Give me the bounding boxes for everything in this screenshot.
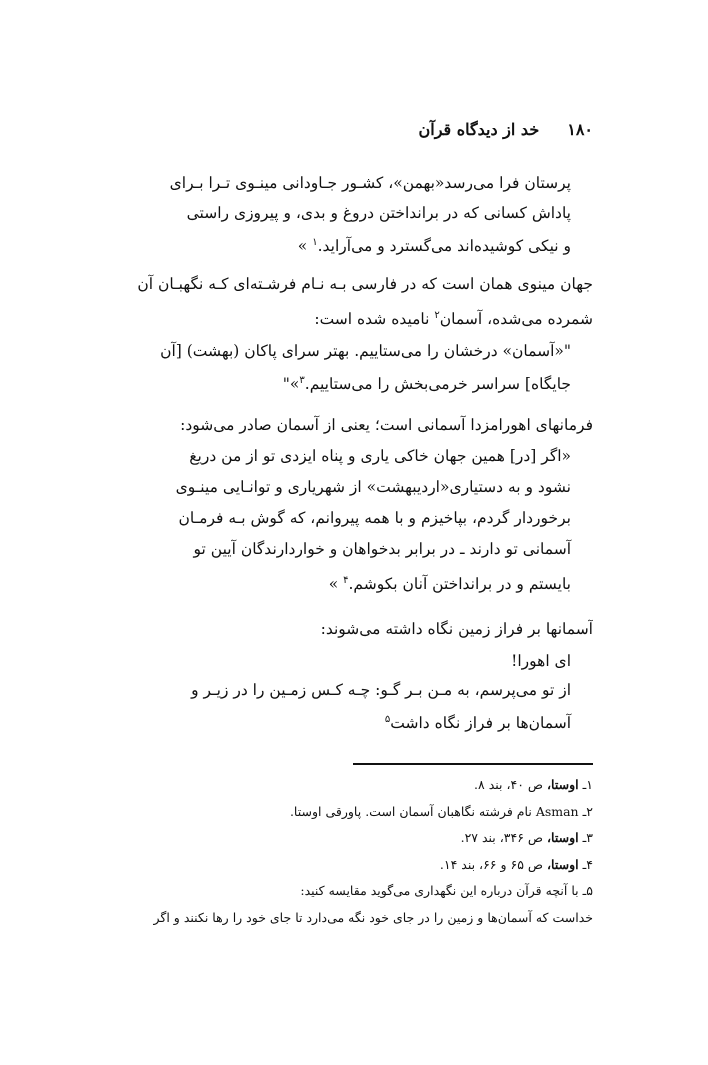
- footnote-ref: ۵: [384, 714, 391, 725]
- quote-ordibehesht: [113, 441, 593, 600]
- quote-line: "«آسمان» درخشان را می‌ستاییم. بهتر سرای پاکان (بهشت) [آن: [160, 342, 571, 360]
- quote-line: آسمانی تو دارند ـ در برابر بدخواهان و خواردارندگان آیین تو: [193, 540, 571, 558]
- footnote-text: ص ۶۵ و ۶۶، بند ۱۴.: [439, 856, 548, 872]
- footnote-ref: ۱: [312, 237, 318, 248]
- quote-line: «اگر [در] همین جهان خاکی یاری و پناه ایزدی تو از من دریغ: [189, 447, 571, 465]
- quote-asman: [113, 336, 593, 399]
- paragraph-asmanha: [113, 613, 593, 645]
- footnote-ref: ۳: [299, 375, 305, 386]
- quote-line: ای اهورا!: [511, 652, 571, 670]
- paragraph-line: جهان مینوی همان است که در فارسی بـه نـام فرشـته‌ای کـه نگهبـان آن: [137, 275, 593, 293]
- paragraph-farman: [113, 409, 593, 441]
- paragraph-line: آسمانها بر فراز زمین نگاه داشته می‌شوند:: [320, 620, 593, 638]
- footnote-number: ۱ـ: [582, 777, 593, 792]
- running-title: خد از دیدگاه قرآن: [418, 120, 540, 139]
- quote-line: [113, 228, 593, 261]
- quote-line: [113, 366, 593, 399]
- footnote-text: با آنچه قرآن درباره این نگهداری می‌گوید مقایسه کنید:: [300, 883, 579, 898]
- quote-bahman: [113, 168, 593, 261]
- footnote-item: [113, 878, 593, 905]
- footnote-item: [113, 852, 593, 879]
- footnote-item: [113, 772, 593, 799]
- quote-line-text: بایستم و در برانداختن آنان بکوشم.: [348, 575, 571, 594]
- quote-line: برخوردار گردم، بپاخیزم و با همه پیروانم، که گوش بـه فرمـان: [178, 509, 571, 527]
- closing-quote: »": [282, 375, 300, 394]
- paragraph-line: فرمانهای اهورامزدا آسمانی است؛ یعنی از آسمان صادر می‌شود:: [180, 416, 593, 434]
- closing-quote: »: [328, 575, 339, 594]
- quote-line: [113, 565, 593, 600]
- page-number: ۱۸۰: [567, 120, 593, 139]
- footnote-divider: [353, 763, 593, 765]
- quote-line: [113, 705, 593, 738]
- running-header: [113, 120, 593, 139]
- paragraph-line-text: شمرده می‌شده، آسمان: [439, 310, 593, 329]
- quote-line: از تو می‌پرسم، به مـن بـر گـو: چـه کـس زمـین را در زیـر و: [191, 681, 571, 699]
- footnote-text: خداست که آسمان‌ها و زمین را در جای خود نگه می‌دارد تا جای خود را رها نکنند و اگر: [153, 909, 593, 925]
- footnote-item: [113, 905, 593, 932]
- quote-line: پرستان فرا می‌رسد«بهمن»، کشـور جـاودانی مینـوی تـرا بـرای: [169, 174, 571, 192]
- footnote-text: ص ۳۴۶، بند ۲۷.: [460, 830, 548, 845]
- footnote-item: [113, 825, 593, 852]
- footnote-source: اوستا،: [547, 856, 579, 872]
- quote-line-text: آسمان‌ها بر فراز نگاه داشت: [390, 714, 571, 733]
- quote-line-text: و نیکی کوشیده‌اند می‌گسترد و می‌آراید.: [317, 237, 571, 256]
- quote-line: نشود و به دستیاری«اردیبهشت» از شهریاری و توانـایی مینـوی: [175, 478, 571, 496]
- paragraph-line: [113, 300, 593, 335]
- paragraph-line-text: نامیده شده است:: [314, 310, 435, 329]
- footnote-number: ۴ـ: [582, 856, 593, 872]
- footnote-ref: ۴: [343, 575, 349, 586]
- paragraph-asman: [113, 268, 593, 335]
- quote-line: پاداش کسانی که در برانداختن دروغ و بدی، و پیروزی راستی: [186, 204, 571, 222]
- footnote-text: ص ۴۰، بند ۸.: [474, 777, 548, 792]
- footnote-ref: ۲: [434, 310, 440, 321]
- footnote-number: ۵ـ: [582, 883, 593, 898]
- footnote-text: Asman نام فرشته نگاهبان آسمان است. پاورقی اوستا.: [289, 803, 579, 819]
- footnotes: [113, 772, 593, 931]
- footnote-item: [113, 799, 593, 826]
- footnote-number: ۲ـ: [582, 803, 593, 819]
- footnote-number: ۳ـ: [582, 830, 593, 845]
- footnote-source: اوستا،: [547, 777, 579, 792]
- quote-ahura: [113, 647, 593, 738]
- quote-line-text: جایگاه] سراسر خرمی‌بخش را می‌ستاییم.: [304, 375, 571, 394]
- footnote-source: اوستا،: [547, 830, 579, 845]
- closing-quote: »: [297, 237, 308, 256]
